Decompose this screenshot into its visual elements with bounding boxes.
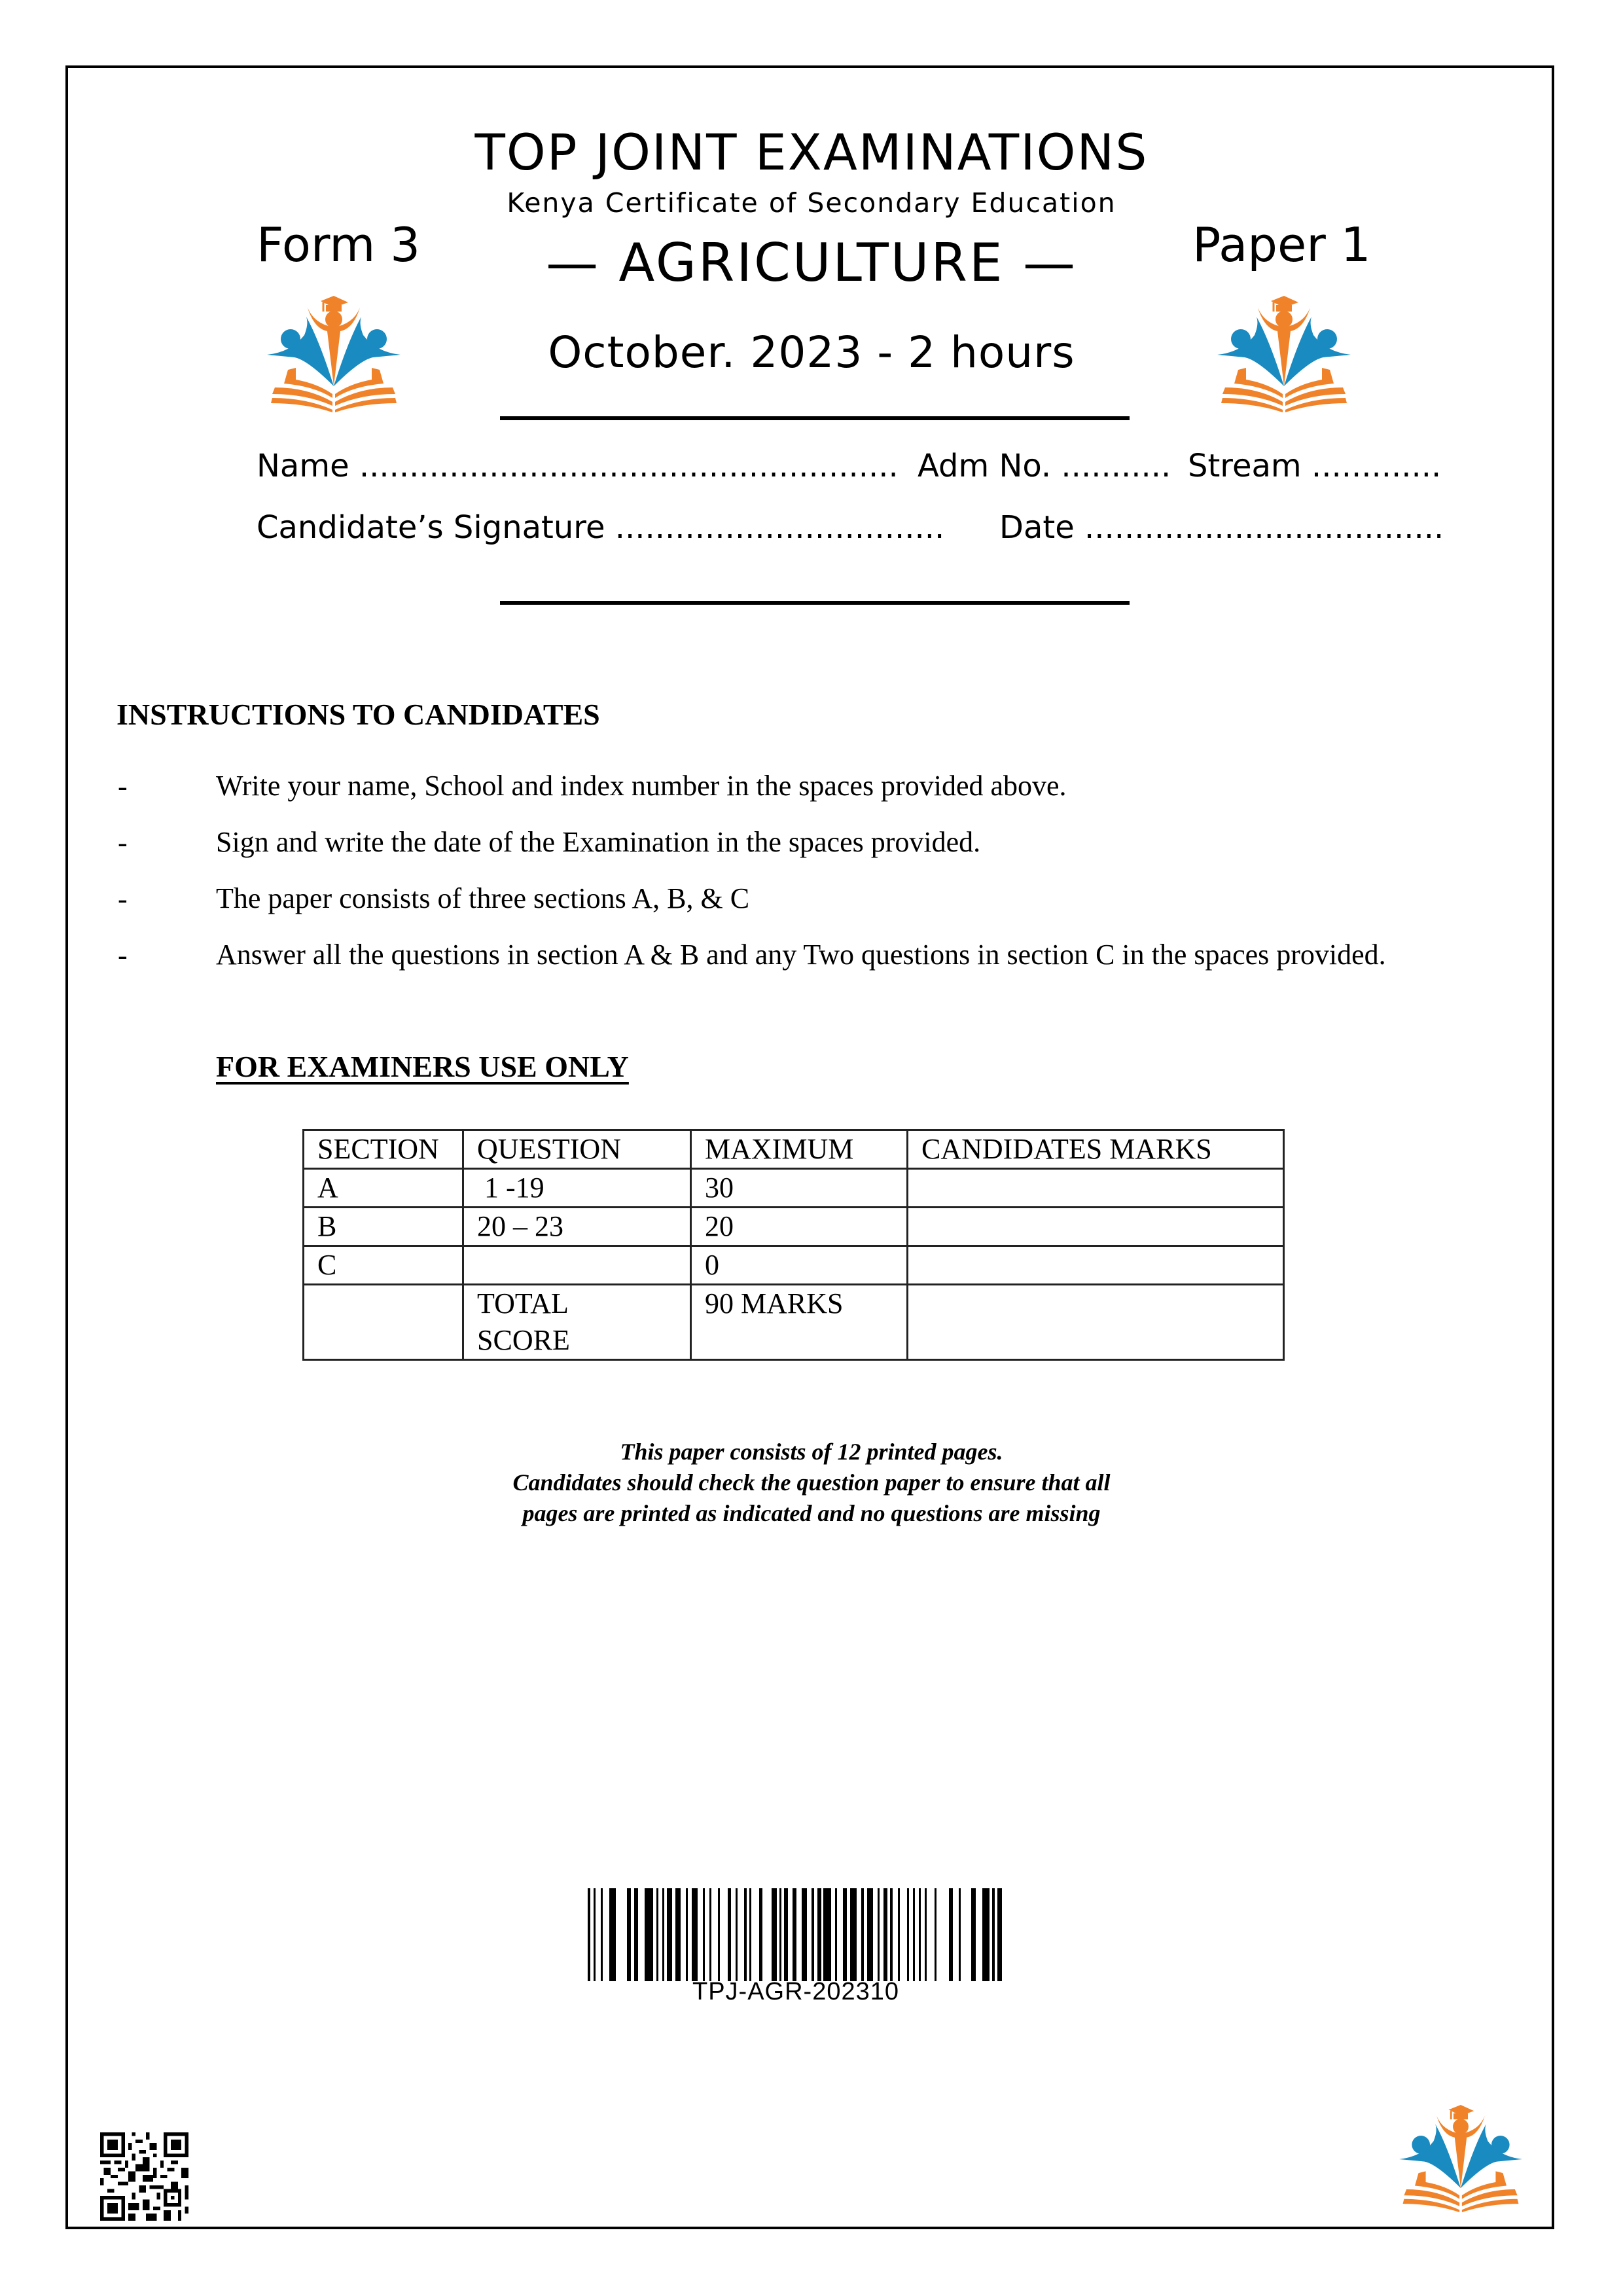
column-header-section: SECTION [304,1130,463,1169]
cell-candidates-marks[interactable] [908,1208,1284,1246]
cell-section: B [304,1208,463,1246]
table-total-row [304,1285,1284,1360]
instructions-heading: INSTRUCTIONS TO CANDIDATES [116,698,600,731]
cell-maximum: 20 [691,1208,908,1246]
name-field[interactable]: Name ...................................................... [257,448,899,484]
table-header-row [304,1130,1284,1169]
instruction-item: Answer all the questions in section A & B and any Two questions in section C in the spaces provided. [216,939,1386,971]
cell-section: C [304,1246,463,1285]
column-header-question: QUESTION [463,1130,691,1169]
date-field[interactable]: Date .................................... [999,509,1444,546]
subject-title: — AGRICULTURE — [546,232,1077,293]
examiners-heading: FOR EXAMINERS USE ONLY [216,1050,629,1083]
form-label: Form 3 [257,217,421,272]
cell-question: 1 -19 [463,1169,691,1208]
education-logo-icon [255,288,412,412]
fields-divider [500,601,1130,605]
column-header-candidates-marks: CANDIDATES MARKS [908,1130,1284,1169]
pages-note [0,1437,1623,1529]
date-duration: October. 2023 - 2 hours [548,327,1075,378]
examiners-marks-table [302,1129,1285,1361]
pages-note-line: pages are printed as indicated and no questions are missing [522,1500,1101,1526]
adm-no-field[interactable]: Adm No. ........... [918,448,1171,484]
cell-total-candidates-marks[interactable] [908,1285,1284,1360]
bullet: - [118,770,128,802]
education-logo-icon [1205,288,1363,412]
table-row [304,1208,1284,1246]
cell-total-maximum: 90 MARKS [691,1285,908,1360]
cell-question: 20 – 23 [463,1208,691,1246]
pages-note-line: Candidates should check the question paper to ensure that all [512,1469,1111,1496]
column-header-maximum: MAXIMUM [691,1130,908,1169]
instruction-item: The paper consists of three sections A, B, & C [216,882,750,914]
qr-code-icon [100,2132,188,2221]
stream-field[interactable]: Stream ............. [1188,448,1442,484]
instruction-item: Write your name, School and index number in the spaces provided above. [216,770,1067,802]
certificate-subtitle: Kenya Certificate of Secondary Education [507,187,1116,219]
cell-candidates-marks[interactable] [908,1246,1284,1285]
exam-board-title: TOP JOINT EXAMINATIONS [474,123,1149,181]
table-row [304,1246,1284,1285]
cell-section: A [304,1169,463,1208]
education-logo-icon [1387,2098,1534,2212]
cell-section [304,1285,463,1360]
pages-note-line: This paper consists of 12 printed pages. [620,1439,1003,1465]
header-divider [500,416,1130,420]
cell-maximum: 0 [691,1246,908,1285]
bullet: - [118,939,128,971]
cell-candidates-marks[interactable] [908,1169,1284,1208]
barcode-icon [588,1888,1004,1981]
signature-field[interactable]: Candidate’s Signature ................................. [257,509,945,546]
cell-total-score-label: TOTAL SCORE [463,1285,691,1360]
barcode-label: TPJ-AGR-202310 [692,1978,899,2005]
instruction-item: Sign and write the date of the Examination in the spaces provided. [216,826,981,858]
cell-question [463,1246,691,1285]
bullet: - [118,827,128,859]
bullet: - [118,883,128,915]
table-row [304,1169,1284,1208]
cell-maximum: 30 [691,1169,908,1208]
paper-label: Paper 1 [1192,217,1371,272]
